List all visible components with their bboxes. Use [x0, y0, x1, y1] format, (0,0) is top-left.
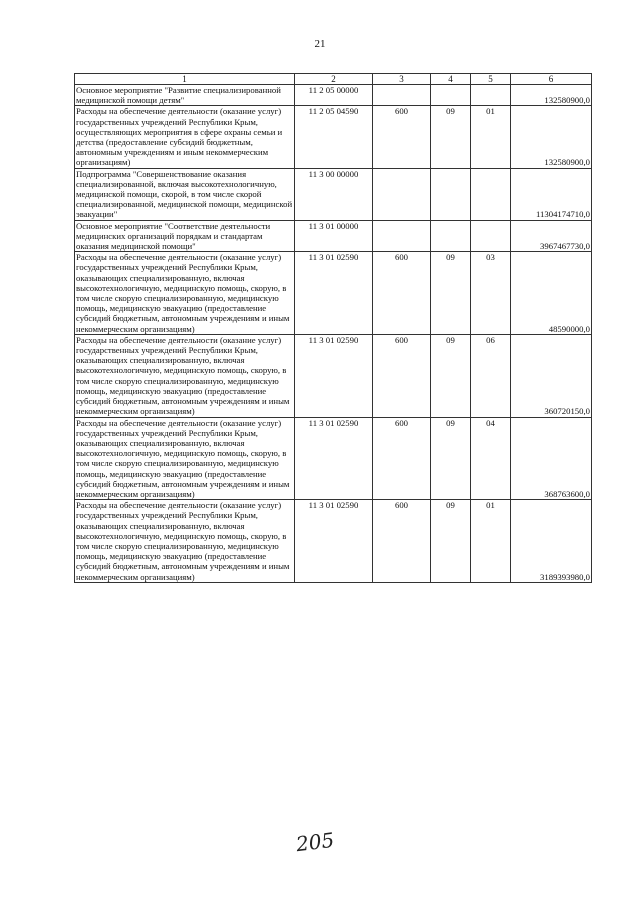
column-header: 1 [75, 74, 295, 85]
row-section [431, 220, 471, 252]
row-code: 11 3 01 02590 [295, 252, 373, 335]
table-row [75, 85, 592, 106]
row-expense-type: 600 [373, 334, 431, 417]
row-amount: 48590000,0 [511, 252, 592, 335]
row-amount: 11304174710,0 [511, 168, 592, 220]
row-subsection [471, 220, 511, 252]
row-expense-type [373, 85, 431, 106]
column-header: 4 [431, 74, 471, 85]
row-expense-type: 600 [373, 417, 431, 500]
column-header: 6 [511, 74, 592, 85]
row-subsection [471, 85, 511, 106]
row-section: 09 [431, 417, 471, 500]
row-name: Основное мероприятие "Развитие специализированной медицинской помощи детям" [75, 85, 295, 106]
table-row [75, 334, 592, 417]
row-expense-type: 600 [373, 500, 431, 583]
row-section: 09 [431, 334, 471, 417]
row-name: Основное мероприятие "Соответствие деятельности медицинских организаций порядкам и стандартам оказания медицинской помощи" [75, 220, 295, 252]
row-name: Подпрограмма "Совершенствование оказания специализированной, включая высокотехнологичную, медицинской помощи, скорой, в том числе скорой специализированной, медицинской помощи, медицинской эвакуации" [75, 168, 295, 220]
row-amount: 3189393980,0 [511, 500, 592, 583]
table-row [75, 417, 592, 500]
row-subsection: 04 [471, 417, 511, 500]
table-row [75, 168, 592, 220]
row-subsection: 03 [471, 252, 511, 335]
row-expense-type: 600 [373, 106, 431, 168]
row-code: 11 3 00 00000 [295, 168, 373, 220]
row-code: 11 3 01 02590 [295, 417, 373, 500]
row-code: 11 3 01 00000 [295, 220, 373, 252]
row-expense-type [373, 168, 431, 220]
row-amount: 368763600,0 [511, 417, 592, 500]
row-expense-type [373, 220, 431, 252]
row-section [431, 85, 471, 106]
row-code: 11 2 05 00000 [295, 85, 373, 106]
table-row [75, 500, 592, 583]
row-section: 09 [431, 500, 471, 583]
column-header: 3 [373, 74, 431, 85]
row-subsection: 01 [471, 500, 511, 583]
row-name: Расходы на обеспечение деятельности (оказание услуг) государственных учреждений Республики Крым, оказывающих специализированную, включая высокотехнологичную, медицинскую помощь, скорую, в том числе скорую специализированную, медицинскую помощь, медицинскую эвакуацию (предоставление субсидий бюджетным, автономным учреждениям и иным некоммерческим организациям) [75, 252, 295, 335]
row-amount: 132580900,0 [511, 106, 592, 168]
row-subsection [471, 168, 511, 220]
row-section: 09 [431, 252, 471, 335]
row-code: 11 2 05 04590 [295, 106, 373, 168]
table-row [75, 106, 592, 168]
row-code: 11 3 01 02590 [295, 500, 373, 583]
row-subsection: 06 [471, 334, 511, 417]
row-expense-type: 600 [373, 252, 431, 335]
column-header: 5 [471, 74, 511, 85]
row-name: Расходы на обеспечение деятельности (оказание услуг) государственных учреждений Республики Крым, оказывающих специализированную, включая высокотехнологичную, медицинскую помощь, скорую, в том числе скорую специализированную, медицинскую помощь, медицинскую эвакуацию (предоставление субсидий бюджетным, автономным учреждениям и иным некоммерческим организациям) [75, 334, 295, 417]
row-code: 11 3 01 02590 [295, 334, 373, 417]
table-row [75, 252, 592, 335]
handwritten-page-number: 205 [294, 827, 336, 857]
page-number: 21 [314, 38, 326, 50]
row-section: 09 [431, 106, 471, 168]
row-amount: 3967467730,0 [511, 220, 592, 252]
row-subsection: 01 [471, 106, 511, 168]
table-header-row [75, 74, 592, 85]
column-header: 2 [295, 74, 373, 85]
budget-table [74, 73, 592, 583]
row-name: Расходы на обеспечение деятельности (оказание услуг) государственных учреждений Республики Крым, оказывающих специализированную, включая высокотехнологичную, медицинскую помощь, скорую, в том числе скорую специализированную, медицинскую помощь, медицинскую эвакуацию (предоставление субсидий бюджетным, автономным учреждениям и иным некоммерческим организациям) [75, 417, 295, 500]
row-amount: 360720150,0 [511, 334, 592, 417]
row-name: Расходы на обеспечение деятельности (оказание услуг) государственных учреждений Республики Крым, оказывающих специализированную, включая высокотехнологичную, медицинскую помощь, скорую, в том числе скорую специализированную, медицинскую помощь, медицинскую эвакуацию (предоставление субсидий бюджетным, автономным учреждениям и иным некоммерческим организациям) [75, 500, 295, 583]
row-amount: 132580900,0 [511, 85, 592, 106]
table-row [75, 220, 592, 252]
row-name: Расходы на обеспечение деятельности (оказание услуг) государственных учреждений Республики Крым, осуществляющих мероприятия в сфере охраны семьи и детства (предоставление субсидий бюджетным, автономным учреждениям и иным некоммерческим организациям) [75, 106, 295, 168]
row-section [431, 168, 471, 220]
